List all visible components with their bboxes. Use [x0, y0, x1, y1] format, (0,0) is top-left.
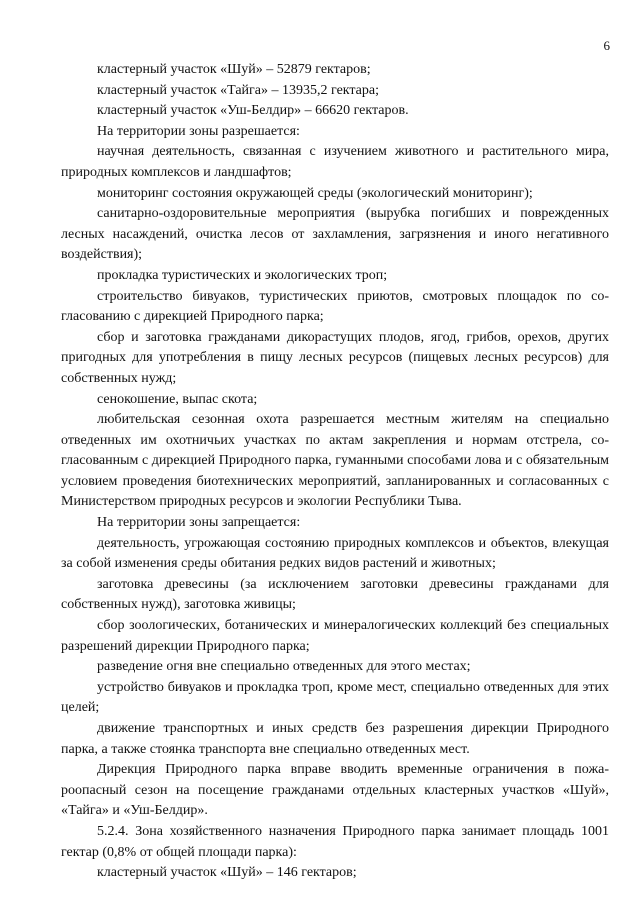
- paragraph: кластерный участок «Уш-Белдир» – 66620 гектаров.: [97, 103, 409, 119]
- paragraph: деятельность, угрожающая состоянию природных комплексов и объектов, влекущая за собой изменения среды обитания редких видов растений и животных;: [61, 535, 609, 572]
- paragraph: кластерный участок «Шуй» – 146 гектаров;: [97, 865, 357, 881]
- paragraph: Дирекция Природного парка вправе вводить временные ограничения в пожароопасный сезон на посещение гражданами отдельных кластерных участков «Шуй», «Тайга» и «Уш-Белдир».: [61, 762, 609, 819]
- page-number: 6: [603, 38, 610, 53]
- paragraph: устройство бивуаков и прокладка троп, кроме мест, специально отведенных для этих целей;: [61, 679, 609, 716]
- paragraph: На территории зоны разрешается:: [97, 123, 300, 139]
- paragraph: сбор и заготовка гражданами дикорастущих плодов, ягод, грибов, орехов, других пригодных для употребления в пищу лесных ресурсов (пищевых лесных ресурсов) для собственных нужд;: [61, 329, 609, 386]
- paragraph: разведение огня вне специально отведенных для этого местах;: [97, 659, 471, 675]
- paragraph: прокладка туристических и экологических троп;: [97, 267, 388, 283]
- document-body: [61, 60, 609, 884]
- paragraph: 5.2.4. Зона хозяйственного назначения Природного парка занимает площадь 1001 гектар (0,8% от общей площади парка):: [61, 823, 609, 860]
- paragraph: заготовка древесины (за исключением заготовки древесины гражданами для собственных нужд), заготовка живицы;: [61, 576, 609, 613]
- paragraph: кластерный участок «Тайга» – 13935,2 гектара;: [97, 82, 380, 98]
- paragraph: сенокошение, выпас скота;: [97, 391, 258, 407]
- paragraph: движение транспортных и иных средств без разрешения дирекции Природного парка, а также стоянка транспорта вне специально отведенных мест.: [61, 721, 609, 757]
- paragraph: любительская сезонная охота разрешается местным жителям на специально отведенных им охотничьих участках по актам закрепления и нормам отстрела, согласованным с дирекцией Природного парка, гуманными способами лова и с обязательным условием проведения биотехнических мероприятий, запланированных и согласованных с Министерством природных ресурсов и экологии Республики Тыва.: [61, 412, 609, 510]
- paragraph: На территории зоны запрещается:: [97, 515, 301, 531]
- paragraph: строительство бивуаков, туристических приютов, смотровых площадок по согласованию с дирекцией Природного парка;: [61, 288, 609, 325]
- paragraph: кластерный участок «Шуй» – 52879 гектаров;: [97, 62, 371, 77]
- paragraph: научная деятельность, связанная с изучением животного и растительного мира, природных комплексов и ландшафтов;: [61, 144, 609, 180]
- paragraph: санитарно-оздоровительные мероприятия (вырубка погибших и поврежденных лесных насаждений, очистка лесов от захламления, загрязнения и иного негативного воздействия);: [61, 206, 609, 263]
- paragraph: мониторинг состояния окружающей среды (экологический мониторинг);: [97, 185, 533, 201]
- paragraph: сбор зоологических, ботанических и минералогических коллекций без специальных разрешений дирекции Природного парка;: [61, 618, 609, 654]
